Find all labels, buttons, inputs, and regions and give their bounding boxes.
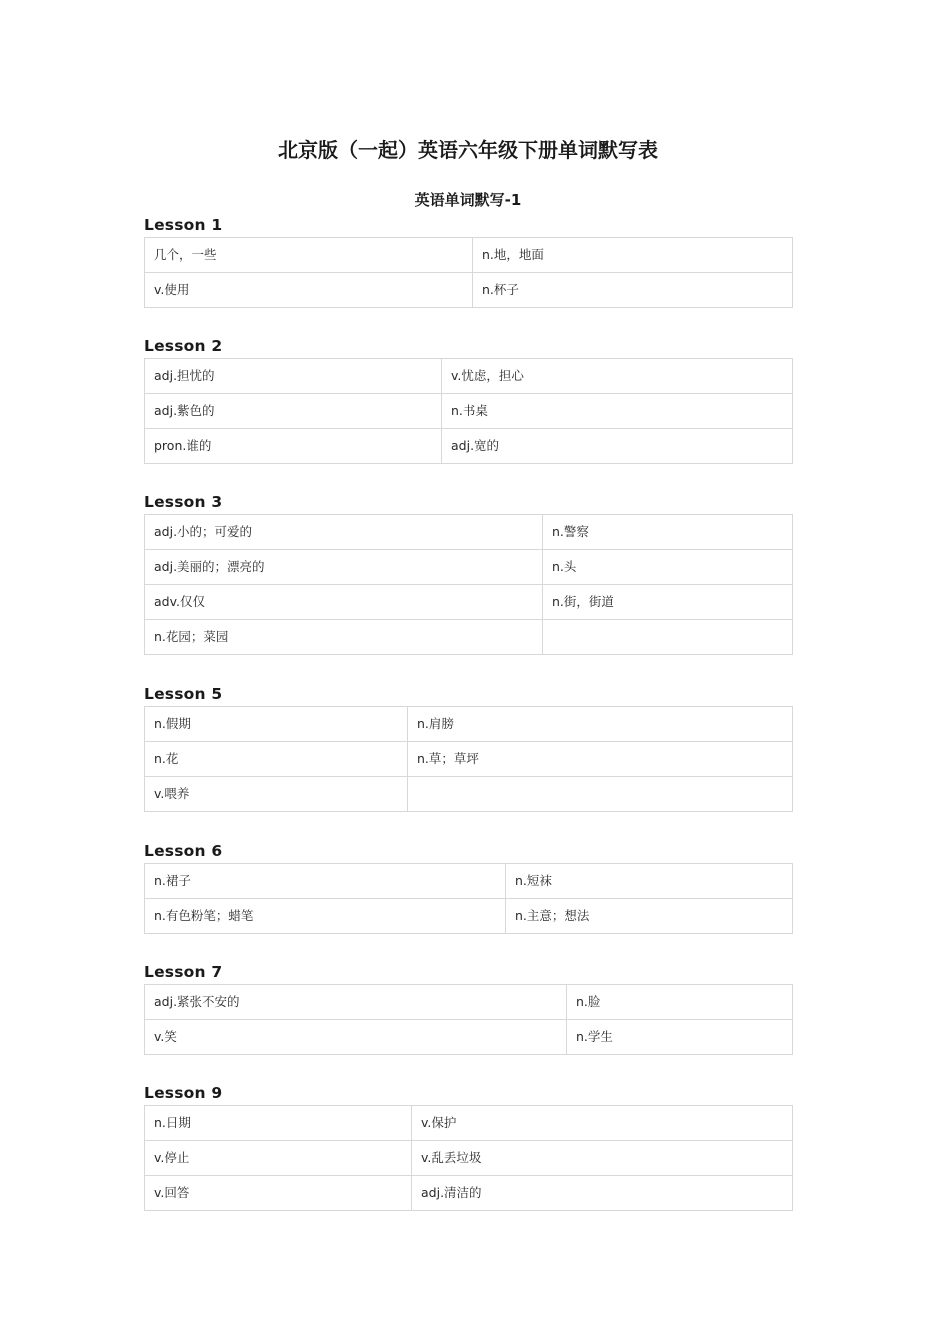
word-cell: v.回答 bbox=[145, 1176, 412, 1211]
lesson-title: Lesson 9 bbox=[144, 1084, 223, 1102]
document-subtitle: 英语单词默写-1 bbox=[414, 191, 522, 209]
table-row bbox=[145, 550, 793, 585]
word-cell: n.地，地面 bbox=[473, 238, 793, 273]
word-cell: v.保护 bbox=[412, 1106, 793, 1141]
word-cell: v.笑 bbox=[145, 1020, 567, 1055]
table-row bbox=[145, 1141, 793, 1176]
table-row bbox=[145, 899, 793, 934]
table-row bbox=[145, 394, 793, 429]
lesson-section bbox=[144, 492, 792, 655]
lesson-section bbox=[144, 962, 792, 1055]
word-cell: n.裙子 bbox=[145, 864, 506, 899]
word-table bbox=[144, 1105, 793, 1211]
table-row bbox=[145, 238, 793, 273]
lesson-title: Lesson 2 bbox=[144, 337, 223, 355]
table-row bbox=[145, 273, 793, 308]
word-cell: adj.担忧的 bbox=[145, 359, 442, 394]
word-cell: n.头 bbox=[543, 550, 793, 585]
word-cell: n.假期 bbox=[145, 707, 408, 742]
lesson-title: Lesson 3 bbox=[144, 493, 223, 511]
table-row bbox=[145, 777, 793, 812]
word-cell: adj.美丽的；漂亮的 bbox=[145, 550, 543, 585]
word-cell bbox=[543, 620, 793, 655]
word-cell: n.警察 bbox=[543, 515, 793, 550]
word-cell: n.街，街道 bbox=[543, 585, 793, 620]
word-cell: n.花 bbox=[145, 742, 408, 777]
word-table bbox=[144, 706, 793, 812]
word-cell: n.肩膀 bbox=[408, 707, 793, 742]
word-cell: adj.紧张不安的 bbox=[145, 985, 567, 1020]
table-row bbox=[145, 1176, 793, 1211]
table-row bbox=[145, 515, 793, 550]
lesson-section bbox=[144, 1083, 792, 1211]
table-row bbox=[145, 585, 793, 620]
word-table bbox=[144, 863, 793, 934]
word-cell: v.喂养 bbox=[145, 777, 408, 812]
table-row bbox=[145, 707, 793, 742]
table-row bbox=[145, 985, 793, 1020]
word-cell: pron.谁的 bbox=[145, 429, 442, 464]
word-cell: n.杯子 bbox=[473, 273, 793, 308]
word-cell: n.脸 bbox=[567, 985, 793, 1020]
word-cell: n.花园；菜园 bbox=[145, 620, 543, 655]
word-cell: v.忧虑，担心 bbox=[442, 359, 793, 394]
word-cell: v.停止 bbox=[145, 1141, 412, 1176]
word-table bbox=[144, 358, 793, 464]
word-cell: v.乱丢垃圾 bbox=[412, 1141, 793, 1176]
lesson-title: Lesson 7 bbox=[144, 963, 223, 981]
word-cell bbox=[408, 777, 793, 812]
table-row bbox=[145, 1020, 793, 1055]
word-cell: adj.清洁的 bbox=[412, 1176, 793, 1211]
lesson-title: Lesson 5 bbox=[144, 685, 223, 703]
word-cell: adv.仅仅 bbox=[145, 585, 543, 620]
word-cell: n.主意；想法 bbox=[506, 899, 793, 934]
word-cell: n.学生 bbox=[567, 1020, 793, 1055]
table-row bbox=[145, 864, 793, 899]
lesson-section bbox=[144, 841, 792, 934]
word-cell: v.使用 bbox=[145, 273, 473, 308]
word-table bbox=[144, 237, 793, 308]
lesson-title: Lesson 1 bbox=[144, 216, 223, 234]
word-cell: adj.紫色的 bbox=[145, 394, 442, 429]
word-cell: adj.小的；可爱的 bbox=[145, 515, 543, 550]
word-table bbox=[144, 514, 793, 655]
word-cell: n.短袜 bbox=[506, 864, 793, 899]
word-cell: 几个，一些 bbox=[145, 238, 473, 273]
lesson-section bbox=[144, 215, 792, 308]
table-row bbox=[145, 620, 793, 655]
lesson-title: Lesson 6 bbox=[144, 842, 223, 860]
document-title: 北京版（一起）英语六年级下册单词默写表 bbox=[278, 138, 658, 162]
word-table bbox=[144, 984, 793, 1055]
table-row bbox=[145, 1106, 793, 1141]
lesson-section bbox=[144, 336, 792, 464]
word-cell: adj.宽的 bbox=[442, 429, 793, 464]
word-cell: n.书桌 bbox=[442, 394, 793, 429]
word-cell: n.日期 bbox=[145, 1106, 412, 1141]
table-row bbox=[145, 359, 793, 394]
word-cell: n.草；草坪 bbox=[408, 742, 793, 777]
table-row bbox=[145, 429, 793, 464]
word-cell: n.有色粉笔；蜡笔 bbox=[145, 899, 506, 934]
lesson-section bbox=[144, 684, 792, 812]
table-row bbox=[145, 742, 793, 777]
